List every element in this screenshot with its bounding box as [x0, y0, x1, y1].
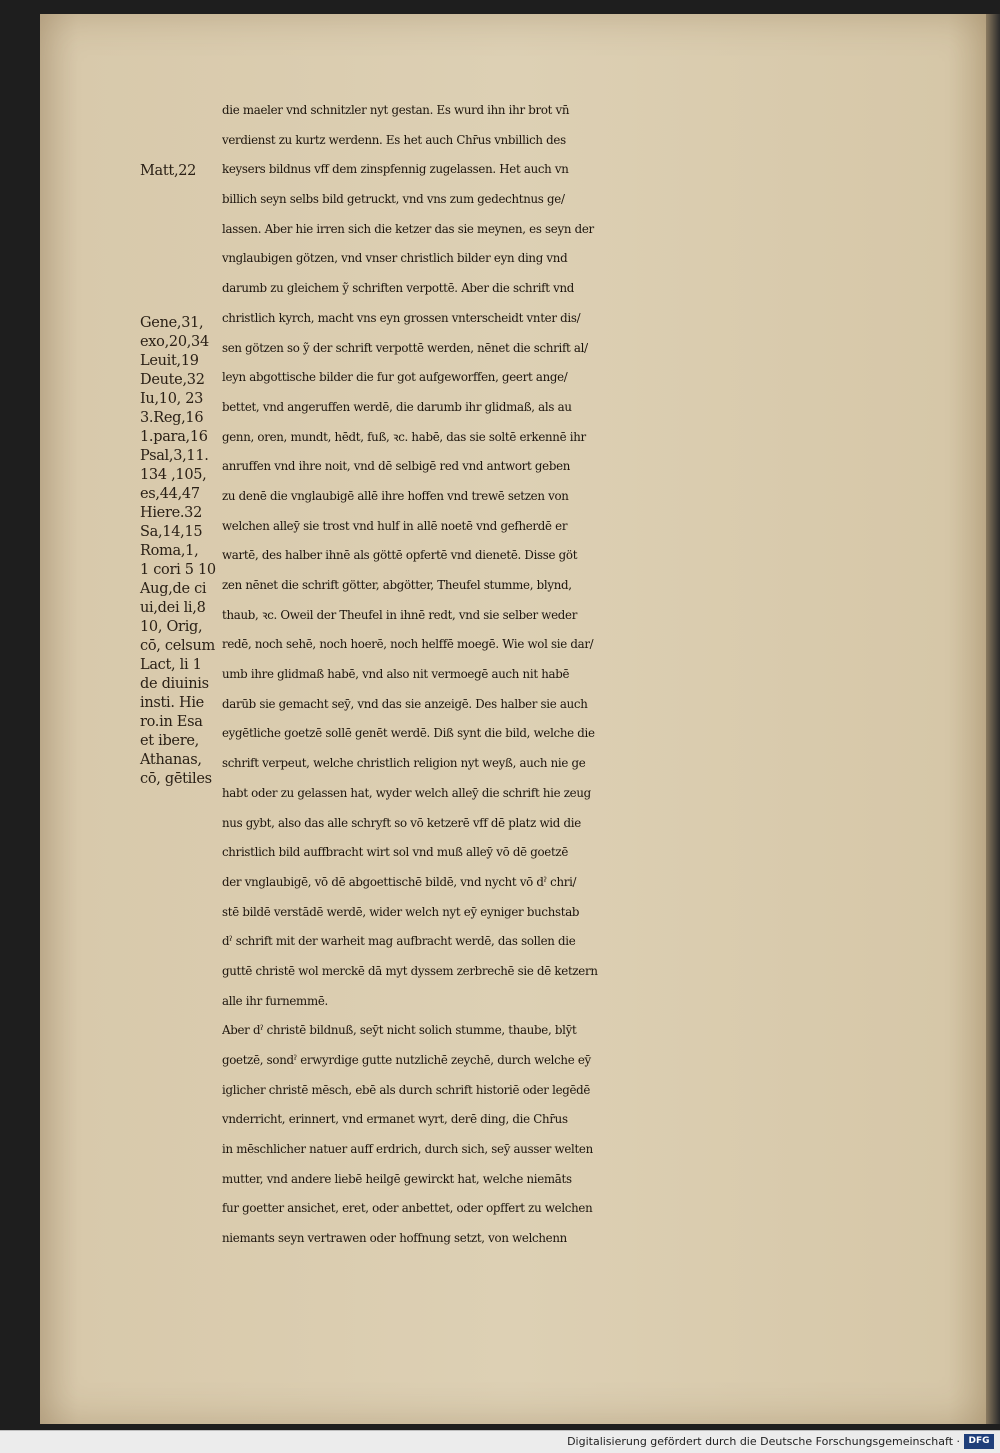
margin-note: Gene,31, — [140, 315, 204, 331]
text-line: Aber dˀ christē bildnuß, seȳt nicht solich stumme, thaube, blȳt — [222, 1023, 577, 1038]
text-line: umb ihre glidmaß habē, vnd also nit vermoegē auch nit habē — [222, 667, 570, 682]
text-line: zen nēnet die schrift götter, abgötter, Theufel stumme, blynd, — [222, 578, 572, 592]
margin-note: Deute,32 — [140, 372, 205, 388]
text-line: sen götzen so ỹ der schrift verpottē werden, nēnet die schrift al/ — [222, 340, 588, 355]
text-line: niemants seyn vertrawen oder hoffnung setzt, von welchenn — [222, 1231, 567, 1246]
text-line: darumb zu gleichem ỹ schriften verpottē. Aber die schrift vnd — [222, 281, 575, 296]
margin-note: et ibere, — [140, 733, 199, 749]
margin-note: Hiere.32 — [140, 505, 203, 521]
margin-note: cō, celsum — [140, 638, 215, 654]
margin-note: Aug,de ci — [140, 581, 207, 597]
text-line: wartē, des halber ihnē als göttē opfertē vnd dienetē. Disse göt — [222, 548, 578, 563]
margin-note: es,44,47 — [140, 486, 200, 502]
text-line: billich seyn selbs bild getruckt, vnd vns zum gedechtnus ge/ — [222, 192, 565, 207]
text-line: darūb sie gemacht seȳ, vnd das sie anzeigē. Des halber sie auch — [222, 696, 588, 711]
text-line: anruffen vnd ihre noit, vnd dē selbigē red vnd antwort geben — [222, 459, 571, 474]
text-line: thaub, ꝛc. Oweil der Theufel in ihnē redt, vnd sie selber weder — [222, 607, 578, 622]
text-line: mutter, vnd andere liebē heilgē gewirckt hat, welche niemāts — [222, 1171, 572, 1186]
text-line: verdienst zu kurtz werdenn. Es het auch Chr̄us vnbillich des — [222, 132, 566, 147]
footer-bar — [0, 1430, 1000, 1453]
margin-note: exo,20,34 — [140, 334, 209, 350]
page-edge — [986, 14, 1000, 1424]
margin-note: 10, Orig, — [140, 619, 203, 635]
margin-note: Matt,22 — [140, 163, 197, 179]
margin-note: 1.para,16 — [140, 429, 208, 445]
text-line: welchen alleȳ sie trost vnd hulf in allē noetē vnd gefherdē er — [222, 518, 568, 533]
margin-note: de diuinis — [140, 676, 209, 692]
text-line: christlich kyrch, macht vns eyn grossen vnterscheidt vnter dis/ — [222, 310, 581, 325]
text-line: zu denē die vnglaubigē allē ihre hoffen vnd trewē setzen von — [222, 488, 569, 503]
text-line: stē bildē verstādē werdē, wider welch nyt eȳ eyniger buchstab — [222, 904, 580, 919]
text-line: iglicher christē mēsch, ebē als durch schrift historiē oder legēdē — [222, 1082, 591, 1097]
dfg-logo: DFG — [964, 1434, 994, 1449]
text-line: christlich bild auffbracht wirt sol vnd muß alleȳ vō dē goetzē — [222, 845, 568, 860]
body-text — [222, 96, 962, 1254]
text-line: lassen. Aber hie irren sich die ketzer das sie meynen, es seyn der — [222, 221, 594, 236]
text-line: habt oder zu gelassen hat, wyder welch alleȳ die schrift hie zeug — [222, 785, 591, 800]
margin-note: ro.in Esa — [140, 714, 203, 730]
margin-note: 3.Reg,16 — [140, 410, 204, 426]
text-line: vnglaubigen götzen, vnd vnser christlich bilder eyn ding vnd — [222, 251, 568, 266]
text-line: alle ihr furnemmē. — [222, 993, 328, 1008]
text-line: die maeler vnd schnitzler nyt gestan. Es wurd ihn ihr brot vn̄ — [222, 103, 570, 117]
margin-note: Lact, li 1 — [140, 657, 202, 673]
margin-note: Athanas, — [140, 752, 202, 768]
margin-note: Leuit,19 — [140, 353, 199, 369]
margin-note: Psal,3,11. — [140, 448, 209, 464]
text-line: leyn abgottische bilder die fur got aufgeworffen, geert ange/ — [222, 370, 568, 385]
text-line: eygētliche goetzē sollē genēt werdē. Diß synt die bild, welche die — [222, 726, 595, 741]
text-line: vnderricht, erinnert, vnd ermanet wyrt, derē ding, die Chr̄us — [222, 1112, 568, 1127]
text-line: der vnglaubigē, vō dē abgoettischē bildē, vnd nycht vō dˀ chri/ — [222, 874, 577, 889]
text-line: bettet, vnd angeruffen werdē, die darumb ihr glidmaß, als au — [222, 399, 572, 414]
funding-credit: Digitalisierung gefördert durch die Deutsche Forschungsgemeinschaft · — [567, 1435, 960, 1448]
text-line: in mēschlicher natuer auff erdrich, durch sich, seȳ ausser welten — [222, 1142, 593, 1157]
text-line: schrift verpeut, welche christlich religion nyt weyß, auch nie ge — [222, 756, 586, 771]
margin-note: 134 ,105, — [140, 467, 207, 483]
text-line: nus gybt, also das alle schryft so vō ketzerē vff dē platz wid die — [222, 815, 581, 830]
text-line: fur goetter ansichet, eret, oder anbettet, oder opffert zu welchen — [222, 1201, 593, 1216]
margin-note: Sa,14,15 — [140, 524, 203, 540]
text-line: dˀ schrift mit der warheit mag aufbracht werdē, das sollen die — [222, 934, 576, 949]
text-line: genn, oren, mundt, hēdt, fuß, ꝛc. habē, das sie soltē erkennē ihr — [222, 429, 586, 444]
margin-note: insti. Hie — [140, 695, 204, 711]
margin-note: cō, gētiles — [140, 771, 212, 787]
margin-note: Roma,1, — [140, 543, 199, 559]
margin-note: 1 cori 5 10 — [140, 562, 216, 578]
margin-note: Iu,10, 23 — [140, 391, 204, 407]
text-line: guttē christē wol merckē dā myt dyssem zerbrechē sie dē ketzern — [222, 963, 598, 978]
margin-note: ui,dei li,8 — [140, 600, 206, 616]
text-line: keysers bildnus vff dem zinspfennig zugelassen. Het auch vn — [222, 162, 569, 177]
text-line: goetzē, sondˀ erwyrdige gutte nutzlichē zeychē, durch welche eȳ — [222, 1053, 591, 1067]
text-line: redē, noch sehē, noch hoerē, noch helffē moegē. Wie wol sie dar/ — [222, 637, 594, 652]
